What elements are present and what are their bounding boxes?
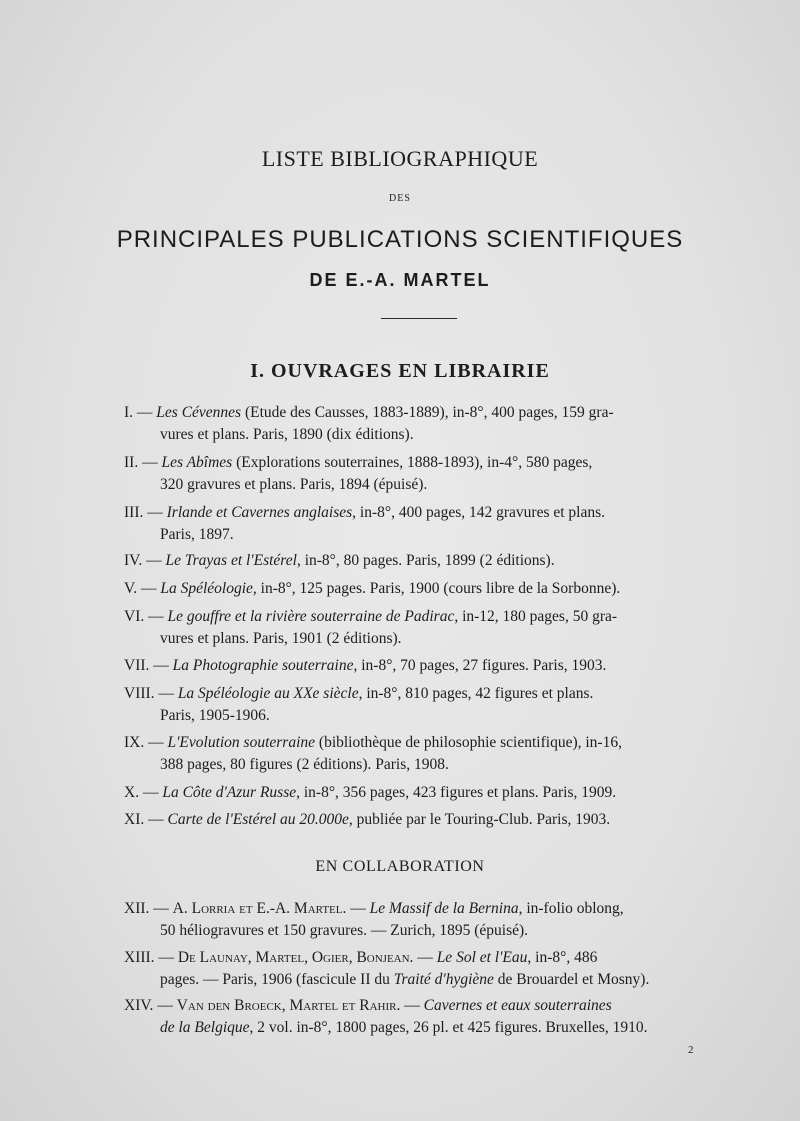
entry-number: I. bbox=[124, 404, 134, 421]
entry-title: Carte de l'Estérel au 20.000e bbox=[167, 811, 349, 828]
divider-rule bbox=[381, 318, 457, 319]
entry-title: La Spéléologie au XXe siècle bbox=[177, 685, 359, 702]
entry-title: Le Massif de la Bernina bbox=[369, 900, 519, 917]
entry-number: X. bbox=[124, 784, 140, 801]
list-item: IV. — Le Trayas et l'Estérel, in-8°, 80 pages. Paris, 1899 (2 éditions). bbox=[124, 552, 555, 569]
section-title-collaboration: EN COLLABORATION bbox=[315, 858, 485, 875]
list-item: IX. — L'Evolution souterraine (bibliothèque de philosophie scientifique), in-16, 388 pages, 80 figures (2 éditions). Paris, 1908. bbox=[124, 734, 622, 773]
list-item: XIII. — De Launay, Martel, Ogier, Bonjean. — Le Sol et l'Eau, in-8°, 486 pages. — Paris, 1906 (fascicule II du Traité d'hygiène de Brouardel et Mosny). bbox=[124, 949, 650, 988]
section-title-ouvrages: I. OUVRAGES EN LIBRAIRIE bbox=[250, 360, 550, 382]
list-item: VIII. — La Spéléologie au XXe siècle, in-8°, 810 pages, 42 figures et plans. Paris, 1905-1906. bbox=[124, 685, 594, 724]
entry-number: III. bbox=[124, 504, 144, 521]
entry-title-continued: de la Belgique bbox=[160, 1019, 250, 1036]
list-item: I. — Les Cévennes (Etude des Causses, 1883-1889), in-8°, 400 pages, 159 gra- vures et plans. Paris, 1890 (dix éditions). bbox=[124, 404, 614, 443]
entry-title: Le gouffre et la rivière souterraine de Padirac bbox=[167, 608, 455, 625]
entry-number: VI. bbox=[124, 608, 145, 625]
entry-number: VIII. bbox=[124, 685, 155, 702]
entry-number: IV. bbox=[124, 552, 143, 569]
entry-title: Irlande et Cavernes anglaises bbox=[166, 504, 353, 521]
entry-number: IX. bbox=[124, 734, 145, 751]
entry-title: Cavernes et eaux souterraines bbox=[423, 997, 612, 1014]
entry-authors: Van den Broeck, Martel et Rahir. bbox=[176, 997, 401, 1014]
list-item: III. — Irlande et Cavernes anglaises, in-8°, 400 pages, 142 gravures et plans. Paris, 1897. bbox=[124, 504, 606, 543]
entry-number: XIII. bbox=[124, 949, 155, 966]
list-item: XIV. — Van den Broeck, Martel et Rahir. — Cavernes et eaux souterraines de la Belgique, 2 vol. in-8°, 1800 pages, 26 pl. et 425 figures. Bruxelles, 1910. bbox=[124, 997, 648, 1036]
title-des: DES bbox=[389, 193, 411, 204]
list-item: V. — La Spéléologie, in-8°, 125 pages. Paris, 1900 (cours libre de la Sorbonne). bbox=[124, 580, 621, 597]
list-item: X. — La Côte d'Azur Russe, in-8°, 356 pages, 423 figures et plans. Paris, 1909. bbox=[124, 784, 617, 801]
entry-title: Les Cévennes bbox=[156, 404, 242, 421]
entry-title: L'Evolution souterraine bbox=[167, 734, 316, 751]
title-liste-bibliographique: LISTE BIBLIOGRAPHIQUE bbox=[261, 146, 539, 171]
entry-number: II. bbox=[124, 454, 139, 471]
page-number: 2 bbox=[688, 1044, 694, 1056]
entry-number: XI. bbox=[124, 811, 145, 828]
entry-title: Le Sol et l'Eau bbox=[436, 949, 528, 966]
entry-title: La Spéléologie bbox=[160, 580, 253, 597]
list-item: VI. — Le gouffre et la rivière souterraine de Padirac, in-12, 180 pages, 50 gra- vures et plans. Paris, 1901 (2 éditions). bbox=[124, 608, 618, 647]
entry-number: V. bbox=[124, 580, 138, 597]
entry-title: La Côte d'Azur Russe bbox=[162, 784, 297, 801]
entry-number: XIV. bbox=[124, 997, 154, 1014]
entry-number: VII. bbox=[124, 657, 150, 674]
entry-title: La Photographie souterraine bbox=[172, 657, 354, 674]
title-principales-publications: PRINCIPALES PUBLICATIONS SCIENTIFIQUES bbox=[116, 226, 684, 253]
list-item: XI. — Carte de l'Estérel au 20.000e, publiée par le Touring-Club. Paris, 1903. bbox=[124, 811, 611, 828]
list-item: II. — Les Abîmes (Explorations souterraines, 1888-1893), in-4°, 580 pages, 320 gravures et plans. Paris, 1894 (épuisé). bbox=[124, 454, 593, 493]
entry-authors: A. Lorria et E.-A. Martel. bbox=[172, 900, 347, 917]
list-item: XII. — A. Lorria et E.-A. Martel. — Le Massif de la Bernina, in-folio oblong, 50 héliogravures et 150 gravures. — Zurich, 1895 (épuisé). bbox=[124, 900, 624, 939]
entry-title: Les Abîmes bbox=[161, 454, 233, 471]
title-author: DE E.-A. MARTEL bbox=[309, 270, 491, 290]
entry-number: XII. bbox=[124, 900, 150, 917]
entry-authors: De Launay, Martel, Ogier, Bonjean. bbox=[177, 949, 414, 966]
entry-series-title: Traité d'hygiène bbox=[393, 971, 494, 988]
entry-title: Le Trayas et l'Estérel bbox=[165, 552, 297, 569]
list-item: VII. — La Photographie souterraine, in-8°, 70 pages, 27 figures. Paris, 1903. bbox=[124, 657, 607, 674]
